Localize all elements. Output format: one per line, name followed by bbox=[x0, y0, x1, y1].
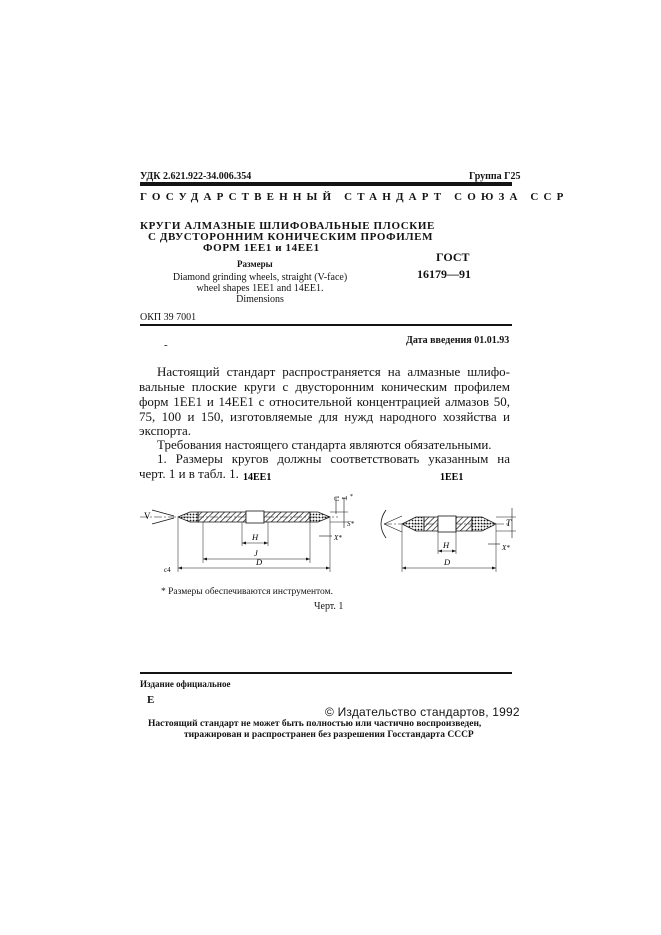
footnote: * Размеры обеспечиваются инструментом. bbox=[161, 587, 334, 597]
okp-rule bbox=[140, 324, 512, 326]
drawing-1 bbox=[138, 468, 518, 588]
paragraph-1-line-1: Настоящий стандарт распространяется на алмазные шлифо- bbox=[157, 364, 510, 379]
okp-code: ОКП 39 7001 bbox=[140, 312, 197, 323]
group-code: Группа Г25 bbox=[469, 171, 521, 182]
label-d-left: D bbox=[256, 557, 263, 567]
paragraph-1-line-4: 75, 100 и 150, изготовляемые для нужд народного хозяйства и bbox=[139, 409, 510, 424]
paragraph-3-line-2: черт. 1 и в табл. 1. bbox=[139, 466, 239, 481]
title-en-line-1: Diamond grinding wheels, straight (V-face) bbox=[172, 272, 348, 283]
drawing-caption: Черт. 1 bbox=[314, 601, 344, 612]
state-standard-heading: ГОСУДАРСТВЕННЫЙ СТАНДАРТ СОЮЗА ССР bbox=[140, 191, 569, 203]
label-h-right: H bbox=[443, 540, 450, 550]
title-ru-line-1: КРУГИ АЛМАЗНЫЕ ШЛИФОВАЛЬНЫЕ ПЛОСКИЕ bbox=[140, 220, 435, 232]
footer-rule bbox=[140, 672, 512, 674]
edition-mark: Е bbox=[147, 694, 155, 706]
title-en-line-2: wheel shapes 1EE1 and 14EE1. bbox=[196, 283, 324, 294]
title-ru-line-2: С ДВУСТОРОННИМ КОНИЧЕСКИМ ПРОФИЛЕМ bbox=[148, 231, 434, 243]
wheel-14ee1 bbox=[140, 494, 355, 574]
shape-label-14ee1: 14EE1 bbox=[243, 472, 272, 483]
paragraph-1-line-2: вальные плоские круги с двусторонним коническим профилем bbox=[139, 379, 510, 394]
gost-number: 16179—91 bbox=[417, 267, 471, 281]
paragraph-2: Требования настоящего стандарта являются обязательными. bbox=[157, 437, 492, 452]
label-x-right: X* bbox=[502, 544, 510, 552]
label-t-right: T bbox=[506, 518, 512, 528]
label-h-left: H bbox=[252, 532, 259, 542]
shape-label-1ee1: 1EE1 bbox=[440, 472, 464, 483]
wheel-1ee1 bbox=[381, 508, 516, 572]
title-sizes-ru: Размеры bbox=[237, 259, 273, 269]
stray-dash: - bbox=[164, 339, 168, 351]
label-dot: * bbox=[350, 494, 353, 500]
gost-label: ГОСТ bbox=[436, 250, 470, 264]
label-t-left: T bbox=[340, 496, 348, 501]
label-j: J bbox=[254, 548, 258, 558]
label-u: U bbox=[332, 496, 340, 502]
udk-code: УДК 2.621.922-34.006.354 bbox=[140, 171, 252, 182]
introduction-date: Дата введения 01.01.93 bbox=[406, 335, 510, 346]
reproduction-notice-line-2: тиражирован и распространен без разрешения Госстандарта СССР bbox=[184, 730, 474, 740]
label-s: S* bbox=[347, 520, 354, 528]
label-d-right: D bbox=[444, 557, 451, 567]
paragraph-3-line-1: 1. Размеры кругов должны соответствовать указанным на bbox=[157, 451, 510, 466]
reproduction-notice-line-1: Настоящий стандарт не может быть полностью или частично воспроизведен, bbox=[148, 719, 482, 729]
title-ru-line-3: ФОРМ 1EE1 и 14EE1 bbox=[203, 242, 320, 254]
label-v: V bbox=[144, 511, 151, 521]
copyright: © Издательство стандартов, 1992 bbox=[325, 705, 520, 719]
label-x-left: X* bbox=[334, 534, 342, 542]
official-edition-label: Издание официальное bbox=[140, 679, 231, 689]
title-en-line-3: Dimensions bbox=[236, 294, 284, 305]
label-c4: c4 bbox=[164, 566, 171, 574]
paragraph-1-line-3: форм 1EE1 и 14EE1 с относительной концентрацией алмазов 50, bbox=[139, 394, 510, 409]
header-rule bbox=[140, 182, 512, 186]
paragraph-1-line-5: экспорта. bbox=[139, 423, 191, 438]
